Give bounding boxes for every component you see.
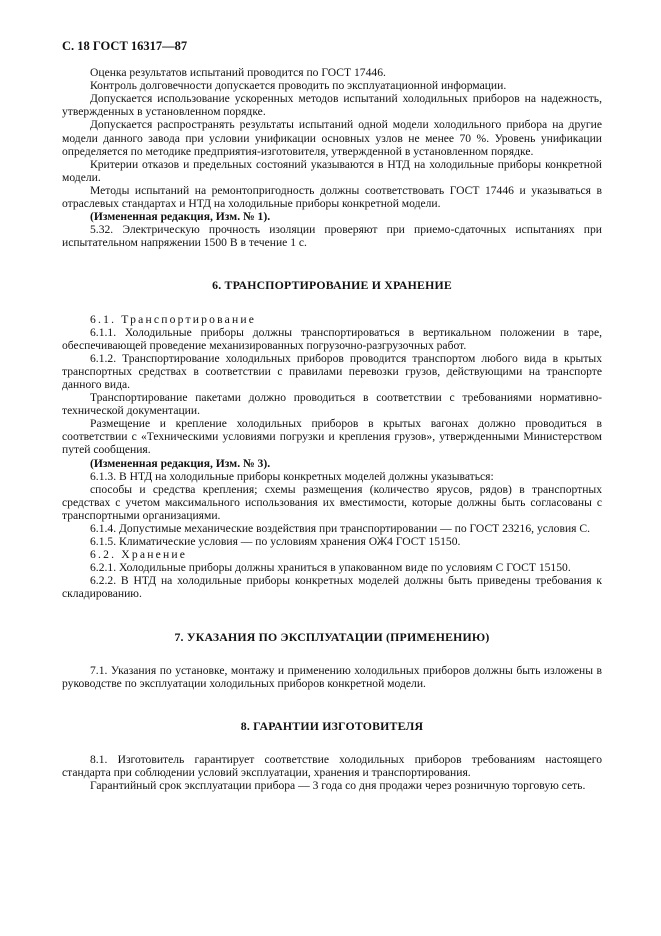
paragraph-maintainability-methods: Методы испытаний на ремонтопригодность должны соответствовать ГОСТ 17446 и указываться в отраслевых стандартах и НТД на холодильные приборы конкретной модели. [62,183,602,211]
paragraph-test-evaluation: Оценка результатов испытаний проводится по ГОСТ 17446. [90,66,386,80]
amendment-note-3: (Измененная редакция, Изм. № 3). [90,456,271,470]
paragraph-8-1-warranty: Гарантийный срок эксплуатации прибора — 3 года со дня продажи через розничную торговую сеть. [90,779,586,793]
paragraph-6-1-5: 6.1.5. Климатические условия — по условиям хранения ОЖ4 ГОСТ 15150. [90,535,461,549]
paragraph-6-1-2-packages: Транспортирование пакетами должно проводиться в соответствии с требованиями нормативно-технической документации. [62,391,602,418]
subsection-6-1-title: 6.1. Транспортирование [90,312,257,326]
section-8-title: 8. ГАРАНТИИ ИЗГОТОВИТЕЛЯ [240,718,424,733]
page-header: С. 18 ГОСТ 16317—87 [62,39,188,53]
amendment-note-1: (Измененная редакция, Изм. № 1). [90,210,271,224]
paragraph-failure-criteria: Критерии отказов и предельных состояний указываются в НТД на холодильные приборы конкретной модели. [62,157,602,184]
paragraph-results-extension: Допускается распространять результаты испытаний одной модели холодильного прибора на другие модели данного завода при условии унификации основных узлов не менее 70 %. Уровень унификации определяется по методике предприятия-изготовителя, утвержденной в установленном порядке. [62,118,602,158]
paragraph-6-2-1: 6.2.1. Холодильные приборы должны храниться в упакованном виде по условиям С ГОСТ 15150. [90,561,571,575]
paragraph-6-1-2-placement: Размещение и крепление холодильных приборов в крытых вагонах должно проводиться в соответствии с «Техническими условиями погрузки и крепления грузов», утвержденными Министерством путей сообщения. [62,417,602,457]
section-7-title: 7. УКАЗАНИЯ ПО ЭКСПЛУАТАЦИИ (ПРИМЕНЕНИЮ) [174,629,490,644]
paragraph-6-1-4: 6.1.4. Допустимые механические воздействия при транспортировании — по ГОСТ 23216, условия С. [90,522,591,535]
paragraph-durability-control: Контроль долговечности допускается проводить по эксплуатационной информации. [90,79,507,93]
paragraph-6-1-1: 6.1.1. Холодильные приборы должны транспортироваться в вертикальном положении в таре, обеспечивающей проведение механизированных погрузочно-разгрузочных работ. [62,325,602,352]
paragraph-5-32: 5.32. Электрическую прочность изоляции проверяют при приемо-сдаточных испытаниях при испытательном напряжении 1500 В в течение 1 с. [62,223,602,250]
subsection-6-2-title: 6.2. Хранение [90,548,188,562]
paragraph-6-1-3-methods: способы и средства крепления; схемы размещения (количество ярусов, рядов) в транспортных средствах с учетом максимального использования их вместимости, которые должны быть согласованы с транспортными организациями. [62,482,602,522]
paragraph-accelerated-methods: Допускается использование ускоренных методов испытаний холодильных приборов на надежность, утвержденных в установленном порядке. [62,92,602,119]
paragraph-6-1-3: 6.1.3. В НТД на холодильные приборы конкретных моделей должны указываться: [90,469,494,483]
paragraph-7-1: 7.1. Указания по установке, монтажу и применению холодильных приборов должны быть изложены в руководстве по эксплуатации холодильных приборов конкретной модели. [62,663,602,690]
paragraph-6-1-2: 6.1.2. Транспортирование холодильных приборов проводится транспортом любого вида в крытых транспортных средствах в соответствии с правилами перевозки грузов, действующими на транспорте данного вида. [62,351,602,391]
paragraph-6-2-2: 6.2.2. В НТД на холодильные приборы конкретных моделей должны быть приведены требования к складированию. [62,574,602,601]
document-page [62,40,602,792]
section-6-title: 6. ТРАНСПОРТИРОВАНИЕ И ХРАНЕНИЕ [212,278,452,293]
paragraph-8-1: 8.1. Изготовитель гарантирует соответствие холодильных приборов требованиям настоящего стандарта при соблюдении условий эксплуатации, хранения и транспортирования. [62,752,602,780]
